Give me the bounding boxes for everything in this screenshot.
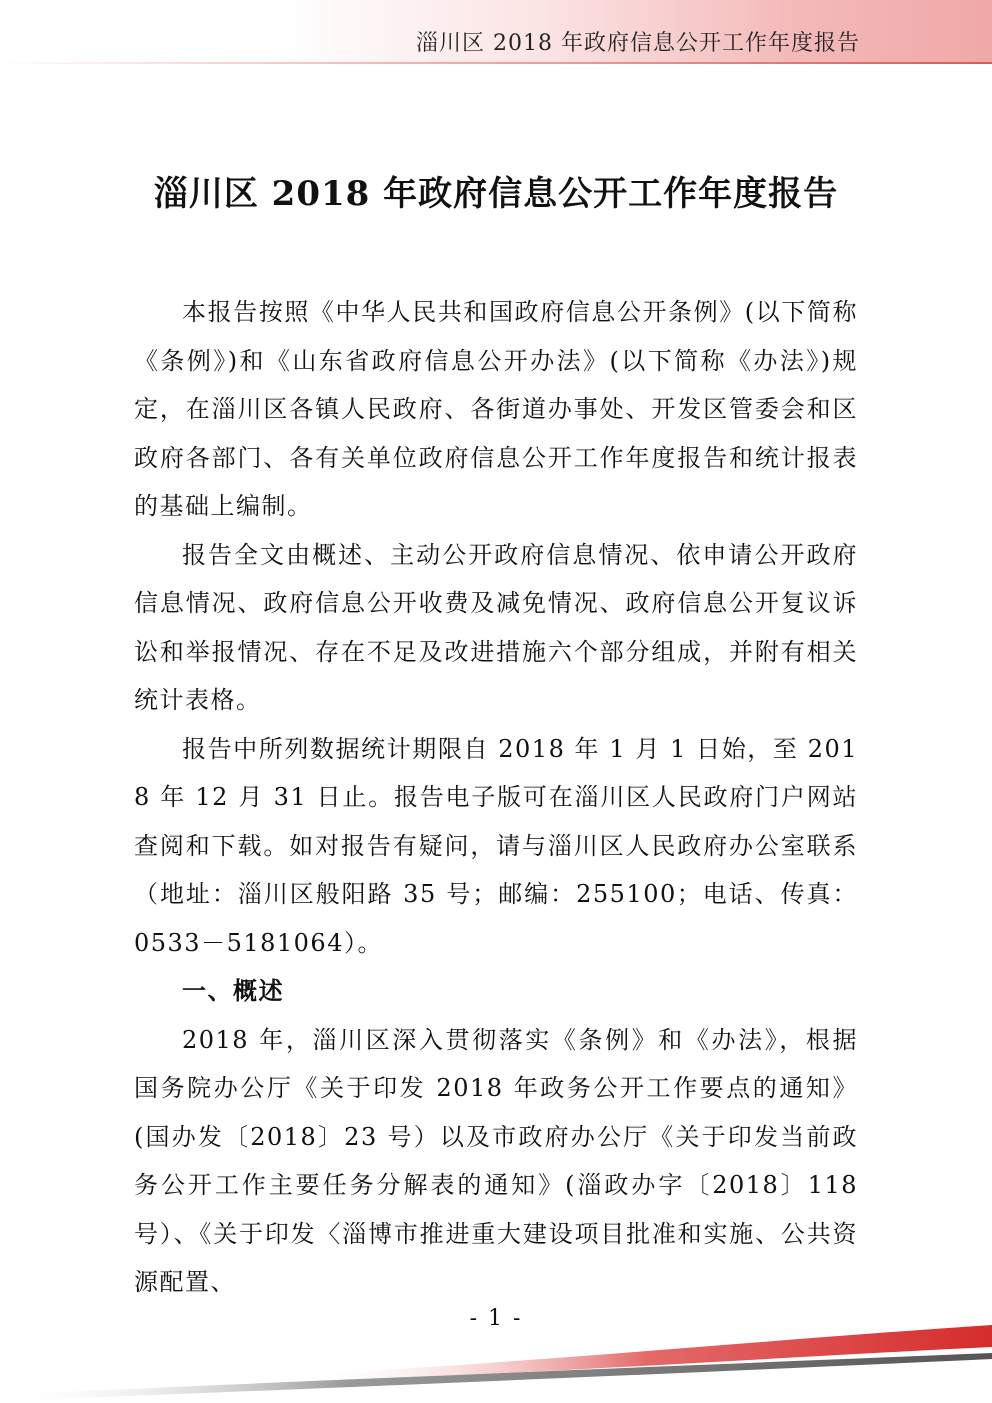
section-heading-overview: 一、概述 (182, 977, 284, 1005)
intro-paragraph-3: 报告中所列数据统计期限自 2018 年 1 月 1 日始，至 2018 年 12 月 31 日止。报告电子版可在淄川区人民政府门户网站查阅和下载。如对报告有疑问，请与淄川区人民政府办公室联系（地址：淄川区般阳路 35 号；邮编：255100；电话、传真：0533－5181064）。 (134, 734, 858, 957)
document-title: 淄川区 2018 年政府信息公开工作年度报告 (153, 174, 839, 214)
page-number: - 1 - (469, 1306, 523, 1331)
intro-paragraph-1: 本报告按照《中华人民共和国政府信息公开条例》(以下简称《条例》)和《山东省政府信息公开办法》(以下简称《办法》)规定，在淄川区各镇人民政府、各街道办事处、开发区管委会和区政府各部门、各有关单位政府信息公开工作年度报告和统计报表的基础上编制。 (134, 298, 858, 520)
document-body (134, 288, 858, 1307)
header-divider (0, 62, 992, 64)
footer-swoosh-decoration (0, 1325, 992, 1403)
swoosh-grey-band (0, 1353, 992, 1401)
running-header-title: 淄川区 2018 年政府信息公开工作年度报告 (416, 31, 860, 56)
intro-paragraph-2: 报告全文由概述、主动公开政府信息情况、依申请公开政府信息情况、政府信息公开收费及减免情况、政府信息公开复议诉讼和举报情况、存在不足及改进措施六个部分组成，并附有相关统计表格。 (134, 540, 858, 714)
overview-paragraph: 2018 年，淄川区深入贯彻落实《条例》和《办法》，根据国务院办公厅《关于印发 2018 年政务公开工作要点的通知》(国办发〔2018〕23 号）以及市政府办公厅《关于印发当前政务公开工作主要任务分解表的通知》(淄政办字〔2018〕118 号）、《关于印发〈淄博市推进重大建设项目批准和实施、公共资源配置、 (134, 1025, 858, 1296)
